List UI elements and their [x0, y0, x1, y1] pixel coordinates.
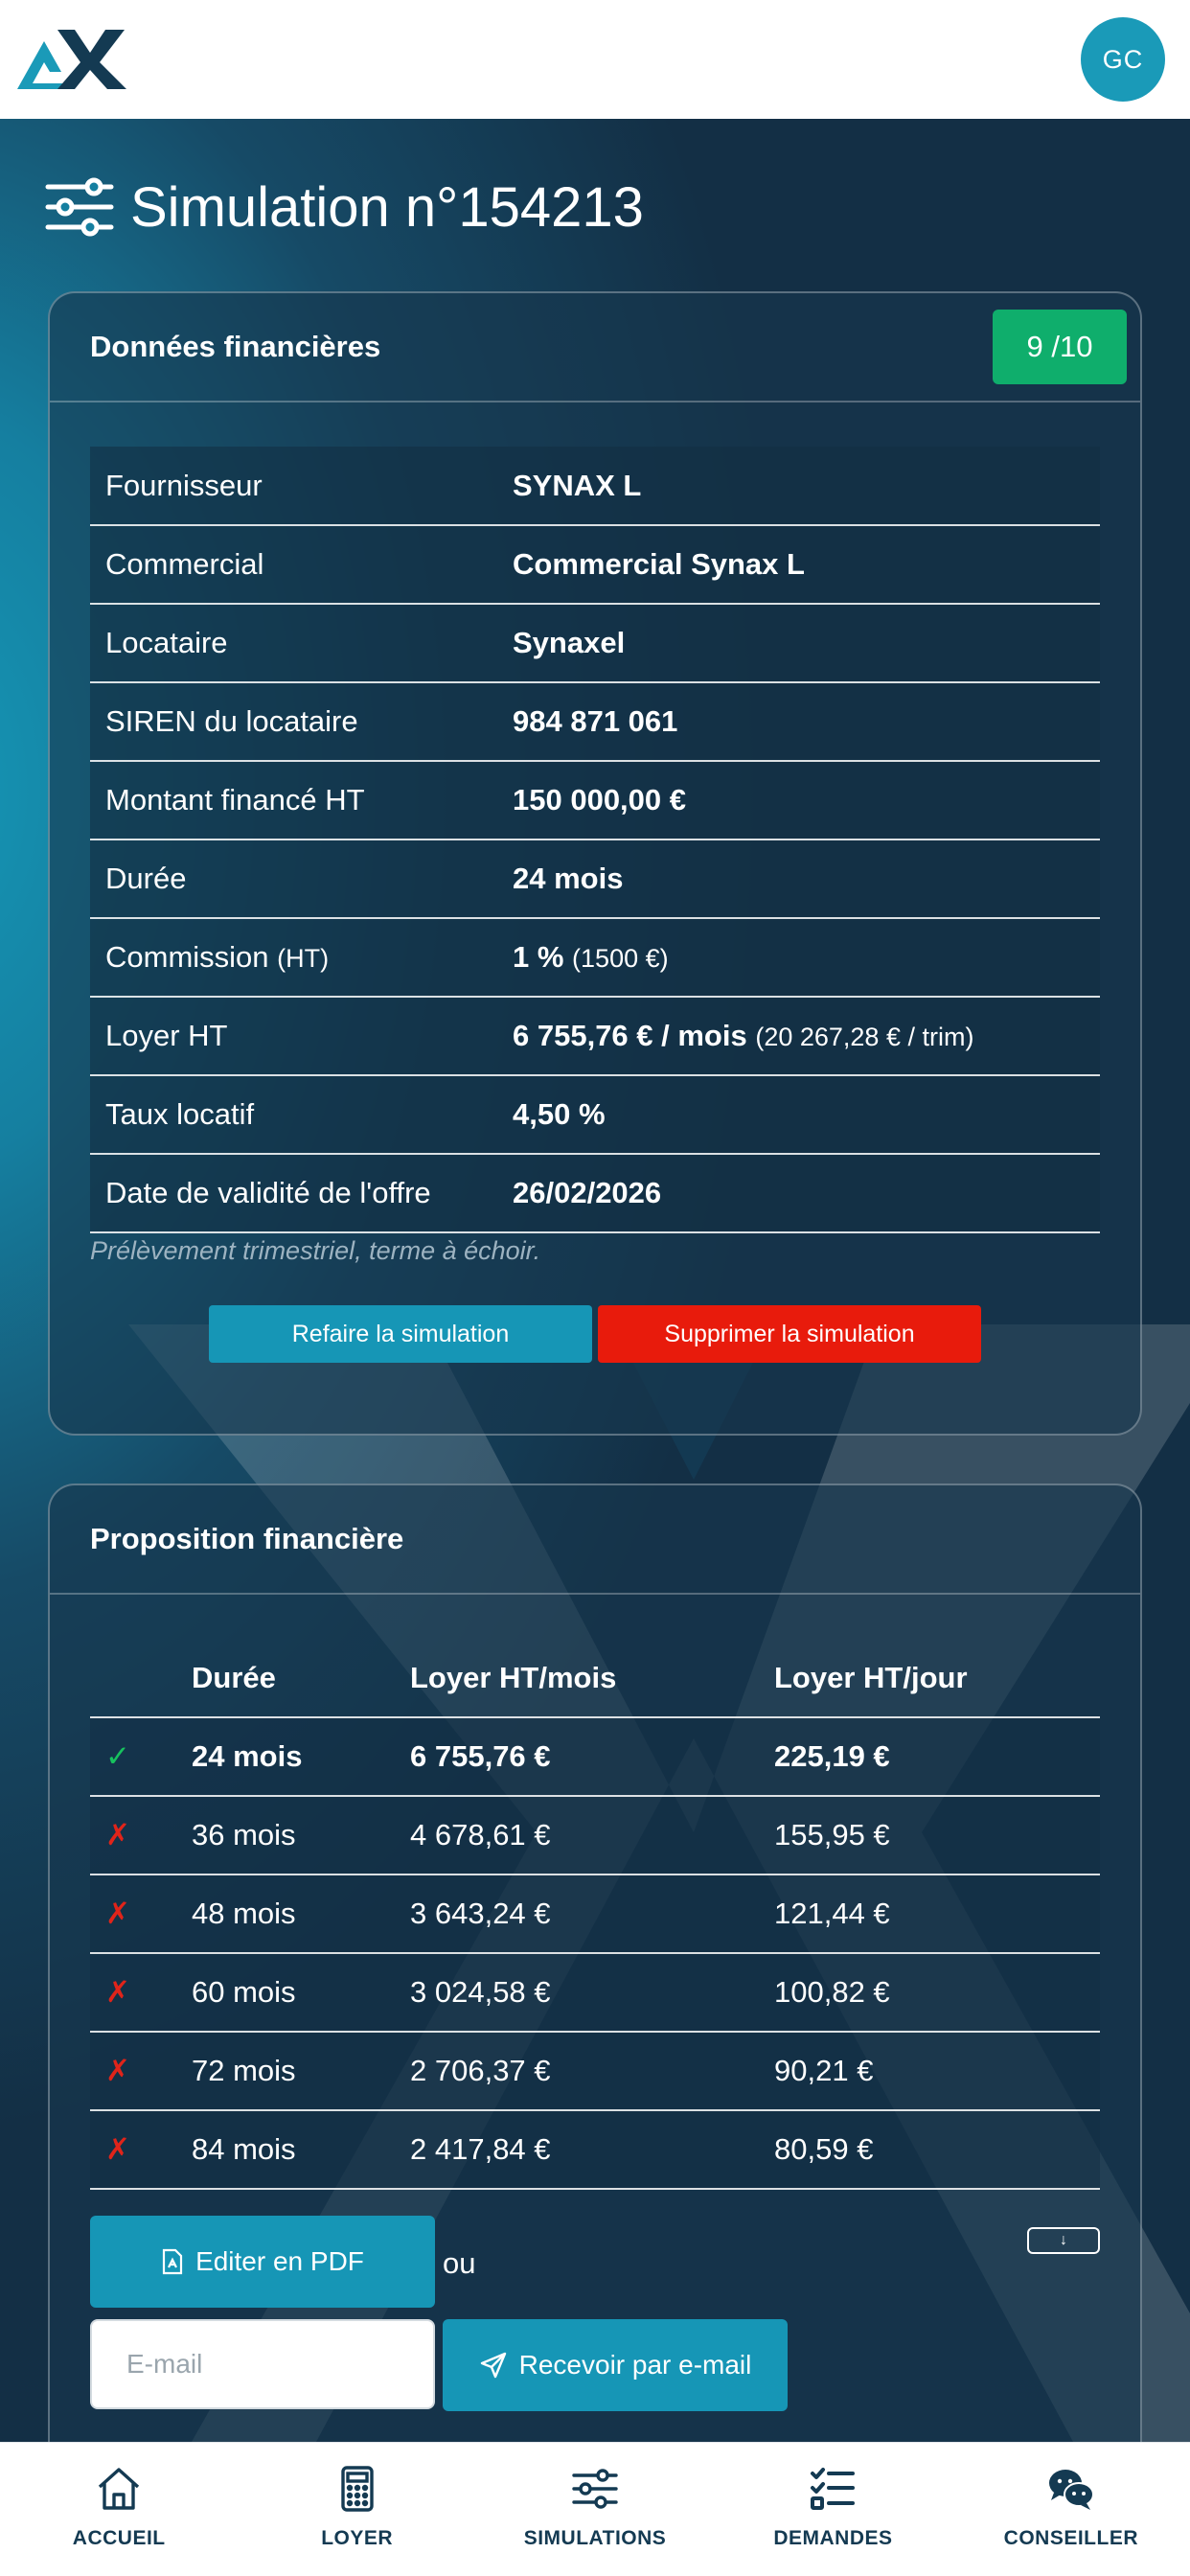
sliders-icon — [570, 2464, 620, 2514]
send-email-button[interactable] — [443, 2319, 788, 2411]
proposal-table — [90, 1639, 1100, 2190]
column-header: Durée — [192, 1660, 276, 1694]
daily-cell: 155,95 € — [774, 1818, 890, 1852]
row-label: Commercial — [105, 547, 264, 581]
monthly-cell: 2 706,37 € — [410, 2054, 551, 2087]
cross-icon: ✗ — [105, 1897, 130, 1930]
export-pdf-label: Editer en PDF — [195, 2246, 364, 2276]
row-label: SIREN du locataire — [105, 704, 358, 738]
table-row[interactable] — [90, 1717, 1100, 1796]
row-label: Montant financé HT — [105, 783, 365, 816]
duration-cell: 72 mois — [192, 2054, 296, 2087]
duration-cell: 36 mois — [192, 1818, 296, 1852]
daily-cell: 80,59 € — [774, 2132, 874, 2166]
monthly-cell: 2 417,84 € — [410, 2132, 551, 2166]
nav-label: LOYER — [321, 2527, 394, 2549]
daily-cell: 100,82 € — [774, 1975, 890, 2009]
monthly-cell: 4 678,61 € — [410, 1818, 551, 1852]
card-title: Données financières — [90, 330, 381, 363]
check-icon: ✓ — [105, 1739, 130, 1773]
table-row[interactable] — [90, 2110, 1100, 2189]
row-label: Date de validité de l'offre — [105, 1176, 431, 1209]
row-label — [90, 918, 513, 997]
table-row — [90, 604, 1100, 682]
card-header — [50, 293, 1140, 402]
page-title — [44, 169, 644, 245]
calculator-icon — [332, 2464, 382, 2514]
table-row[interactable] — [90, 2032, 1100, 2110]
score-badge: 9 /10 — [993, 310, 1127, 384]
daily-cell: 225,19 € — [774, 1739, 890, 1773]
cross-icon: ✗ — [105, 1975, 130, 2009]
synaxel-logo-icon[interactable] — [15, 26, 130, 93]
payment-note: Prélèvement trimestriel, terme à échoir. — [90, 1236, 541, 1265]
cross-icon: ✗ — [105, 2054, 130, 2087]
row-value: 24 mois — [513, 862, 624, 895]
table-row — [90, 997, 1100, 1075]
commission-value: 1 % — [513, 940, 564, 974]
monthly-cell: 3 024,58 € — [410, 1975, 551, 2009]
row-value: Commercial Synax L — [513, 547, 805, 581]
monthly-cell: 3 643,24 € — [410, 1897, 551, 1930]
nav-item-demandes[interactable] — [714, 2443, 951, 2576]
nav-label: SIMULATIONS — [523, 2527, 667, 2549]
monthly-cell: 6 755,76 € — [410, 1739, 551, 1773]
table-row — [90, 1075, 1100, 1154]
top-bar — [0, 0, 1190, 119]
table-row — [90, 840, 1100, 918]
table-row — [90, 447, 1100, 525]
rent-value-extra: (20 267,28 € / trim) — [755, 1023, 974, 1051]
table-row[interactable] — [90, 1796, 1100, 1874]
column-header: Loyer HT/mois — [410, 1660, 617, 1694]
nav-label: DEMANDES — [773, 2527, 893, 2549]
row-value: Synaxel — [513, 626, 626, 659]
row-label: Loyer HT — [105, 1019, 228, 1052]
duration-cell: 60 mois — [192, 1975, 296, 2009]
commission-label-extra: (HT) — [277, 944, 330, 973]
financial-data-table — [90, 447, 1100, 1233]
row-label: Fournisseur — [105, 468, 263, 502]
avatar[interactable]: GC — [1081, 17, 1165, 102]
home-icon — [94, 2464, 144, 2514]
table-header-row — [90, 1639, 1100, 1717]
redo-simulation-button[interactable]: Refaire la simulation — [209, 1305, 592, 1363]
bottom-navigation — [0, 2442, 1190, 2576]
commission-label: Commission — [105, 940, 269, 974]
table-row — [90, 525, 1100, 604]
daily-cell: 121,44 € — [774, 1897, 890, 1930]
checklist-icon — [808, 2464, 858, 2514]
duration-cell: 84 mois — [192, 2132, 296, 2166]
sliders-icon — [44, 175, 115, 239]
nav-item-loyer[interactable] — [238, 2443, 475, 2576]
rent-value: 6 755,76 € / mois — [513, 1019, 747, 1052]
row-value: 4,50 % — [513, 1097, 606, 1131]
column-header: Loyer HT/jour — [774, 1660, 968, 1694]
arrow-down-icon[interactable]: ↓ — [1027, 2227, 1100, 2254]
send-icon — [479, 2351, 508, 2380]
cross-icon: ✗ — [105, 1818, 130, 1852]
chat-icon — [1046, 2464, 1096, 2514]
table-row — [90, 682, 1100, 761]
table-row[interactable] — [90, 1953, 1100, 2032]
row-value: 26/02/2026 — [513, 1176, 662, 1209]
daily-cell: 90,21 € — [774, 2054, 874, 2087]
email-input[interactable] — [90, 2319, 435, 2409]
delete-simulation-button[interactable]: Supprimer la simulation — [598, 1305, 981, 1363]
nav-label: ACCUEIL — [72, 2527, 166, 2549]
nav-item-accueil[interactable] — [0, 2443, 238, 2576]
table-row[interactable] — [90, 1874, 1100, 1953]
pdf-file-icon — [161, 2248, 184, 2275]
duration-cell: 48 mois — [192, 1897, 296, 1930]
card-title: Proposition financière — [90, 1522, 404, 1555]
row-label: Locataire — [105, 626, 228, 659]
nav-item-simulations[interactable] — [476, 2443, 714, 2576]
send-email-label: Recevoir par e-mail — [518, 2350, 752, 2380]
row-value: SYNAX L — [513, 468, 642, 502]
row-value — [513, 997, 1100, 1075]
row-value: 984 871 061 — [513, 704, 678, 738]
card-header — [50, 1485, 1140, 1595]
table-row — [90, 918, 1100, 997]
row-label: Taux locatif — [105, 1097, 255, 1131]
table-row — [90, 1154, 1100, 1232]
commission-value-extra: (1500 €) — [572, 944, 669, 973]
row-label: Durée — [105, 862, 187, 895]
cross-icon: ✗ — [105, 2132, 130, 2166]
status-column-header — [90, 1639, 192, 1717]
row-value — [513, 918, 1100, 997]
duration-cell: 24 mois — [192, 1739, 303, 1773]
export-pdf-button[interactable] — [90, 2216, 435, 2308]
row-value: 150 000,00 € — [513, 783, 687, 816]
page-title-text: Simulation n°154213 — [130, 175, 644, 239]
or-text: ou — [443, 2246, 476, 2280]
nav-item-conseiller[interactable] — [952, 2443, 1190, 2576]
nav-label: CONSEILLER — [1003, 2527, 1138, 2549]
table-row — [90, 761, 1100, 840]
